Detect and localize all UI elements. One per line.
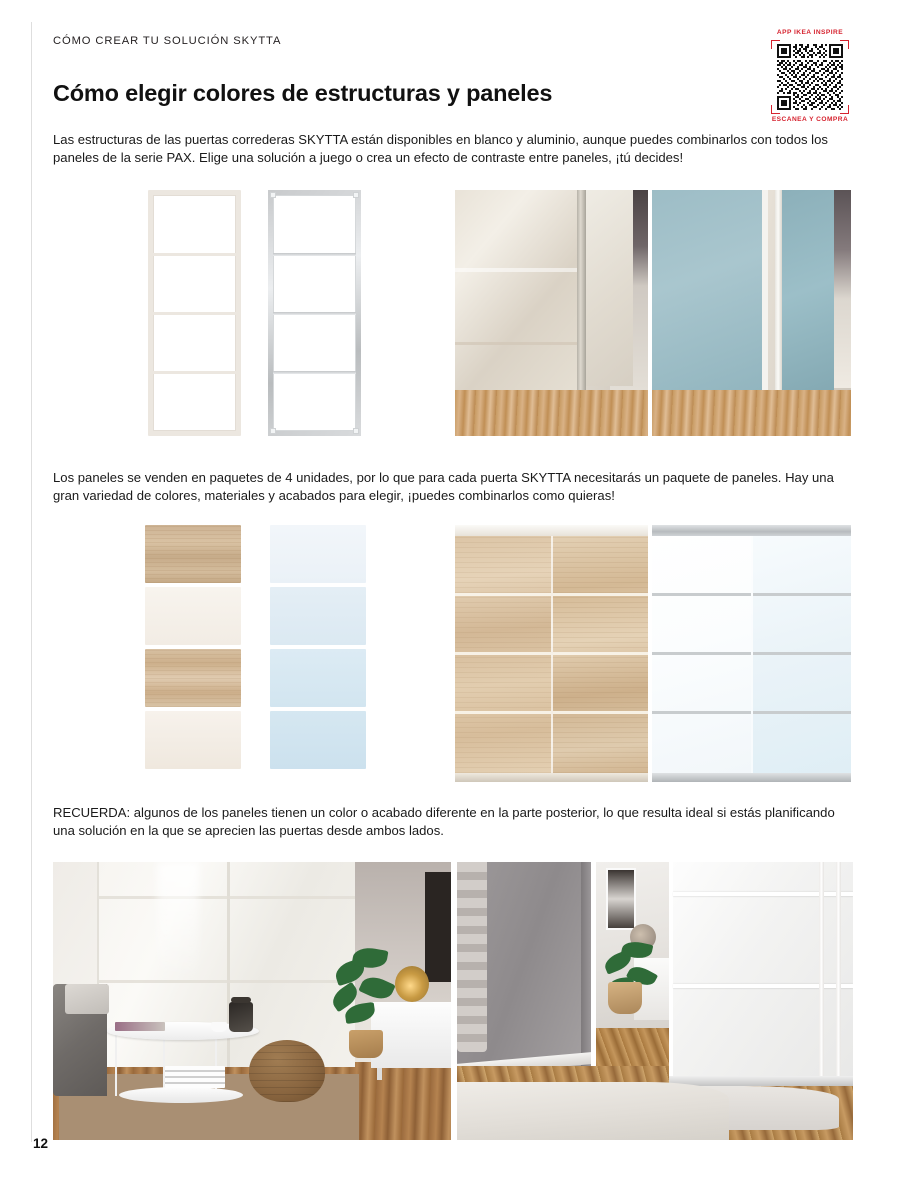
panel-divider [553, 593, 649, 596]
sliding-doors [669, 862, 853, 1084]
panel-divider [553, 652, 649, 655]
photo-bedroom-white-doors [457, 862, 853, 1140]
frame-corner-fitting [270, 192, 276, 198]
door-gloss-reflection [157, 862, 199, 982]
door-frame-post [775, 190, 782, 404]
page-number: 12 [33, 1136, 49, 1151]
wardrobe-door-leaf [751, 536, 852, 773]
tv-screen [425, 872, 451, 982]
stacked-books [165, 1066, 225, 1088]
photo-beige-gloss-door [455, 190, 648, 436]
page-title: Cómo elegir colores de estructuras y paneles [53, 80, 553, 106]
bedroom-wall-return [581, 862, 591, 1082]
swatch-column-blue-glass [270, 525, 366, 773]
panel-divider [673, 892, 853, 896]
sofa [53, 984, 107, 1096]
panel-divider [455, 593, 551, 596]
door-floor-rail [669, 1076, 853, 1086]
panel-swatch [270, 649, 366, 707]
coffee-cup [211, 1022, 227, 1032]
bed [457, 1082, 729, 1140]
hanging-textile [457, 862, 487, 1052]
frame-corner-fitting [353, 192, 359, 198]
frame-divider [153, 371, 236, 374]
table-leg [115, 1034, 117, 1096]
frame-divider [273, 371, 356, 374]
frame-corner-fitting [270, 428, 276, 434]
wardrobe [652, 525, 851, 782]
panel-divider [652, 652, 751, 655]
frame-divider [273, 312, 356, 315]
frame-divider [153, 312, 236, 315]
swatch-column-wood-cream [145, 525, 241, 773]
rattan-pouf [249, 1040, 325, 1102]
photo-white-glass-wardrobe [652, 525, 851, 782]
photo-living-room-white-doors [53, 862, 451, 1140]
panel-seam [99, 896, 355, 899]
throw-blanket [65, 984, 109, 1014]
panel-divider [455, 711, 551, 714]
section-eyebrow: CÓMO CREAR TU SOLUCIÓN SKYTTA [53, 35, 282, 47]
panel-divider [553, 711, 649, 714]
plant-leaf [358, 972, 395, 1003]
panel-divider [455, 652, 551, 655]
photo-light-blue-door [652, 190, 851, 436]
remember-paragraph: RECUERDA: algunos de los paneles tienen un color o acabado diferente en la parte posterior, lo que resulta ideal si estás planificando una solución en la que se aprecien las puertas desde ambos lados. [53, 805, 835, 838]
wardrobe-bottom-rail [455, 773, 648, 782]
qr-bottom-caption: ESCANEA Y COMPRA [771, 115, 849, 123]
panel-divider [673, 984, 853, 988]
scene-wood-floor [455, 390, 648, 436]
plant-pot [608, 982, 642, 1014]
magazine [115, 1022, 165, 1031]
frame-divider [153, 253, 236, 256]
door-panel-front [652, 190, 768, 408]
panel-divider [652, 593, 751, 596]
wardrobe-door-leaf [551, 536, 649, 773]
door-frame-post [577, 190, 586, 402]
panel-divider [753, 652, 852, 655]
panel-swatch [145, 587, 241, 645]
panel-divider [753, 711, 852, 714]
qr-frame [771, 40, 849, 114]
wall-picture [606, 868, 636, 930]
panel-swatch [145, 711, 241, 769]
panel-divider [753, 593, 852, 596]
door-seam [836, 862, 841, 1084]
panel-swatch [145, 525, 241, 583]
panel-divider [652, 711, 751, 714]
panels-image-row [0, 525, 900, 787]
wardrobe-doors [652, 536, 851, 773]
table-lamp [395, 966, 429, 1002]
qr-badge[interactable] [761, 30, 859, 130]
wardrobe-bottom-rail [652, 773, 851, 782]
mirror-reflection [591, 862, 669, 1074]
lifestyle-image-row [0, 862, 900, 1140]
qr-code-icon [777, 44, 843, 110]
frame-divider [273, 253, 356, 256]
wardrobe-door-leaf [455, 536, 551, 773]
plant-pot [349, 1030, 383, 1058]
frame-sample-aluminium [268, 190, 361, 436]
panels-paragraph: Los paneles se venden en paquetes de 4 unidades, por lo que para cada puerta SKYTTA necesitarás un paquete de paneles. Hay una gran variedad de colores, materiales y acabados para elegir, ¡puedes combinarlos como quieras! [53, 470, 834, 503]
door-panel-rear [782, 190, 834, 390]
door-panel-front [455, 190, 577, 403]
door-seam [819, 862, 824, 1084]
panel-swatch [270, 525, 366, 583]
frame-sample-white [148, 190, 241, 436]
wardrobe [455, 525, 648, 782]
frame-corner-fitting [353, 428, 359, 434]
frames-image-row [0, 190, 900, 445]
panel-seam [99, 980, 355, 983]
panel-swatch [270, 711, 366, 769]
qr-top-caption: APP IKEA INSPIRE [776, 29, 844, 36]
wardrobe-doors [455, 536, 648, 773]
wardrobe-top-rail [652, 525, 851, 536]
door-panel-rear [585, 190, 633, 386]
monstera-plant [331, 944, 399, 1054]
wardrobe-top-rail [455, 525, 648, 536]
panel-swatch [145, 649, 241, 707]
coffee-press [229, 1002, 253, 1032]
wardrobe-door-leaf [652, 536, 751, 773]
photo-oak-wardrobe [455, 525, 648, 782]
coffee-table-lower-shelf [119, 1087, 243, 1103]
scene-wood-floor [652, 390, 851, 436]
intro-paragraph: Las estructuras de las puertas correderas SKYTTA están disponibles en blanco y aluminio, aunque puedes combinarlos con todos los paneles de la serie PAX. Elige una solución a juego o crea un efecto de contraste entre paneles, ¡tú decides! [53, 132, 828, 165]
panel-swatch [270, 587, 366, 645]
